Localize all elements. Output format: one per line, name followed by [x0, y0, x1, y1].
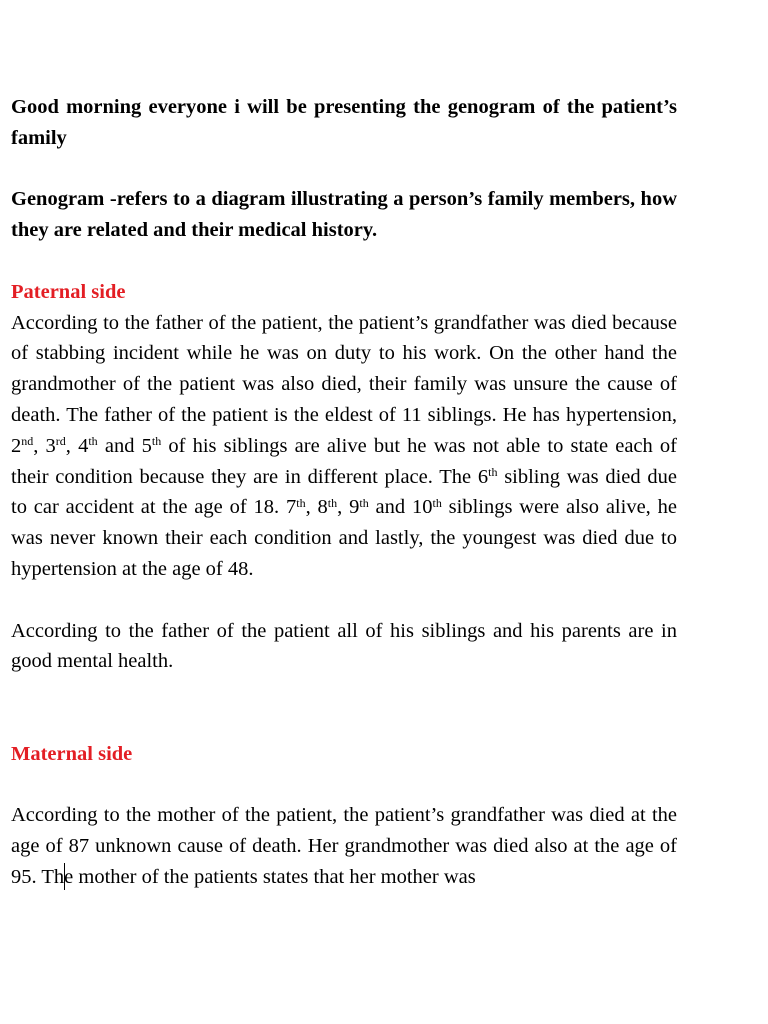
- paternal-side-heading: Paternal side: [11, 280, 126, 303]
- paternal-text-segment: and 5: [97, 434, 152, 457]
- paternal-text-segment: sibling was died due to car accident at the age of 18. 7: [11, 465, 677, 519]
- ordinal-suffix: th: [88, 433, 98, 448]
- document-page: [11, 92, 677, 893]
- maternal-side-heading: Maternal side: [11, 742, 133, 765]
- paternal-text-segment: According to the father of the patient, the patient’s grandfather was died because of stabbing incident while he was on duty to his work. On the other hand the grandmother of the patient was also died, their family was unsure the cause of death. The father of the patient is the eldest of 11 siblings. He has hypertension, 2: [11, 311, 677, 457]
- ordinal-suffix: nd: [21, 433, 34, 448]
- ordinal-suffix: th: [488, 464, 498, 479]
- intro-paragraph: Good morning everyone i will be presenting the genogram of the patient’s family: [11, 96, 677, 149]
- paternal-mental-health-paragraph: According to the father of the patient all of his siblings and his parents are in good mental health.: [11, 619, 677, 673]
- ordinal-suffix: rd: [55, 433, 66, 448]
- paragraph-spacer: [11, 770, 677, 801]
- ordinal-suffix: th: [327, 495, 338, 510]
- ordinal-suffix: th: [359, 495, 369, 510]
- ordinal-suffix: th: [296, 495, 306, 510]
- maternal-history-paragraph: [11, 800, 677, 892]
- ordinal-suffix: th: [432, 495, 442, 510]
- ordinal-suffix: th: [151, 433, 162, 448]
- paternal-text-segment: , 9: [337, 496, 360, 519]
- section-spacer: [11, 677, 677, 739]
- paternal-text-segment: and 10: [368, 496, 433, 519]
- paragraph-spacer: [11, 585, 677, 616]
- paternal-text-segment: , 3: [33, 434, 56, 457]
- paternal-history-paragraph: [11, 308, 677, 585]
- paternal-text-segment: , 4: [65, 434, 89, 457]
- genogram-definition: Genogram -refers to a diagram illustrating a person’s family members, how they are related and their medical history.: [11, 188, 677, 242]
- paragraph-spacer: [11, 154, 677, 185]
- maternal-text-segment: e mother of the patients states that her mother was: [64, 865, 476, 888]
- paternal-text-segment: of his siblings are alive but he was not able to state each of their condition because they are in different place. The 6: [11, 434, 678, 488]
- paternal-text-segment: siblings were also alive, he was never known their each condition and lastly, the youngest was died due to hypertension at the age of 48.: [11, 496, 677, 580]
- paragraph-spacer: [11, 246, 677, 277]
- paternal-text-segment: , 8: [305, 496, 328, 519]
- maternal-text-segment: According to the mother of the patient, the patient’s grandfather was died at the age of 87 unknown cause of death. Her grandmother was died also at the age of 95. Th: [11, 804, 677, 888]
